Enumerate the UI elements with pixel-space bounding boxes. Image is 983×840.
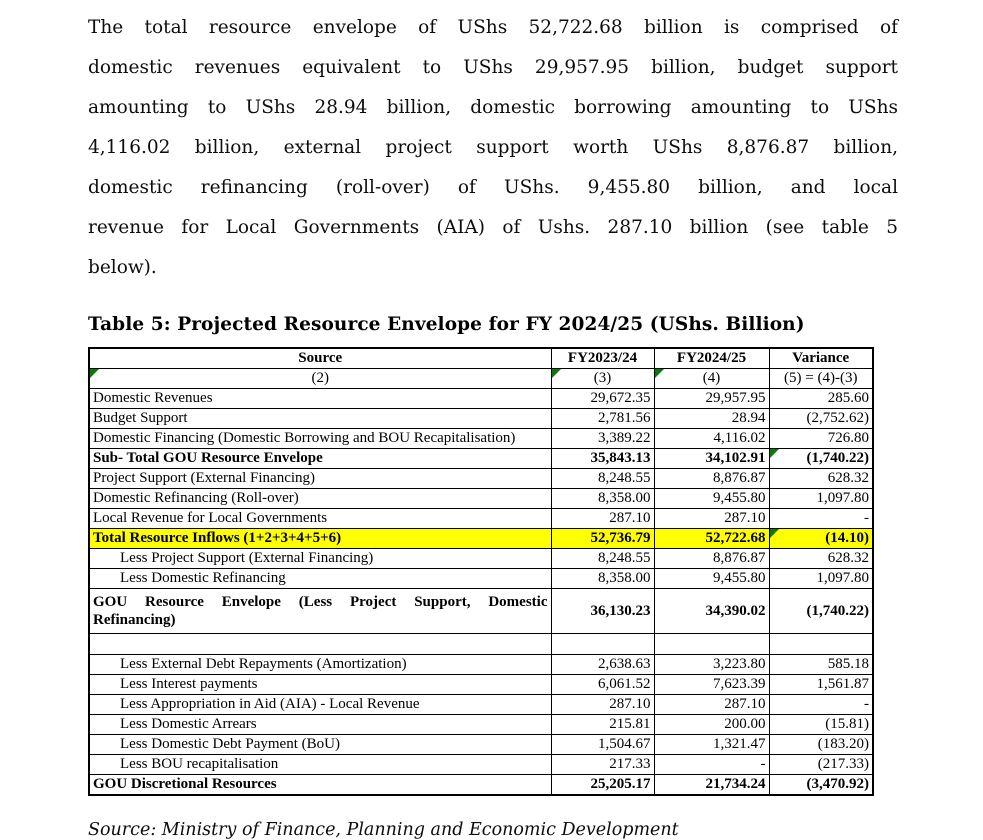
- cell-text: (14.10): [825, 530, 869, 546]
- paragraph-line: amounting to UShs 28.94 billion, domestic borrowing amounting to UShs: [88, 97, 898, 118]
- row-label-cell: [89, 755, 551, 775]
- cell-text: (1,740.22): [806, 450, 869, 466]
- fy2024-25-cell: [654, 509, 769, 529]
- cell-text: 36,130.23: [590, 602, 651, 619]
- row-label-cell: [89, 634, 551, 655]
- variance-cell: [769, 429, 873, 449]
- cell-text: 287.10: [724, 696, 766, 712]
- table-row: [89, 549, 873, 569]
- fy2023-24-cell: [551, 695, 654, 715]
- table-row: [89, 634, 873, 655]
- row-label-cell: [89, 389, 551, 409]
- cell-text: 29,672.35: [590, 390, 651, 406]
- cell-text: (217.33): [817, 756, 869, 772]
- fy2024-25-cell: [654, 675, 769, 695]
- cell-text: Budget Support: [93, 410, 188, 426]
- cell-text: 1,097.80: [816, 570, 869, 586]
- row-label-cell: [89, 675, 551, 695]
- cell-text: 8,876.87: [713, 470, 766, 486]
- comment-marker-icon: [770, 529, 779, 538]
- fy2023-24-cell: [551, 675, 654, 695]
- fy2024-25-cell: [654, 449, 769, 469]
- table-row: [89, 489, 873, 509]
- cell-text: 52,722.68: [705, 530, 766, 546]
- table-row: [89, 695, 873, 715]
- comment-marker-icon: [770, 449, 779, 458]
- fy2023-24-cell: [551, 634, 654, 655]
- table-row: [89, 755, 873, 775]
- fy2024-25-cell: [654, 489, 769, 509]
- comment-marker-icon: [552, 369, 561, 378]
- table-row: [89, 429, 873, 449]
- column-header-variance: Variance: [769, 348, 873, 369]
- cell-text: 6,061.52: [598, 676, 651, 692]
- table-row: [89, 449, 873, 469]
- cell-text: 585.18: [827, 656, 869, 672]
- variance-cell: [769, 529, 873, 549]
- cell-text: 628.32: [827, 550, 869, 566]
- cell-text: Domestic Revenues: [93, 390, 213, 406]
- fy2024-25-cell: [654, 755, 769, 775]
- table-row: [89, 529, 873, 549]
- cell-text: 726.80: [827, 430, 869, 446]
- row-label-cell: [89, 735, 551, 755]
- cell-text: Less Domestic Refinancing: [120, 570, 286, 586]
- intro-paragraph: [88, 8, 898, 288]
- table-row: [89, 509, 873, 529]
- column-header-fy2024-25: FY2024/25: [654, 348, 769, 369]
- fy2024-25-cell: [654, 389, 769, 409]
- fy2024-25-cell: [654, 469, 769, 489]
- variance-cell: [769, 449, 873, 469]
- cell-text: 25,205.17: [590, 776, 651, 792]
- cell-text: 2,638.63: [598, 656, 651, 672]
- cell-text: 28.94: [731, 410, 766, 426]
- cell-text: 1,561.87: [816, 676, 869, 692]
- cell-text: 1,321.47: [713, 736, 766, 752]
- paragraph-line: domestic refinancing (roll-over) of UShs. 9,455.80 billion, and local: [88, 177, 898, 198]
- paragraph-line: below).: [88, 257, 157, 278]
- cell-text: 8,358.00: [598, 490, 651, 506]
- variance-cell: [769, 489, 873, 509]
- variance-cell: [769, 409, 873, 429]
- table-row: [89, 469, 873, 489]
- fy2024-25-cell: [654, 429, 769, 449]
- cell-text: (4): [702, 370, 721, 386]
- cell-text: 628.32: [827, 470, 869, 486]
- resource-envelope-table: [88, 347, 874, 796]
- variance-cell: [769, 655, 873, 675]
- fy2023-24-cell: [551, 389, 654, 409]
- source-note: Source: Ministry of Finance, Planning and Economic Development: [88, 820, 679, 840]
- fy2023-24-cell: [551, 489, 654, 509]
- row-label-cell: [89, 775, 551, 796]
- row-label-cell: [89, 429, 551, 449]
- fy2023-24-cell: [551, 715, 654, 735]
- cell-text: Total Resource Inflows (1+2+3+4+5+6): [93, 530, 342, 546]
- cell-text: Less Domestic Arrears: [120, 716, 257, 732]
- comment-marker-icon: [655, 369, 664, 378]
- cell-text: -: [864, 510, 869, 526]
- fy2024-25-cell: [654, 655, 769, 675]
- cell-text: 200.00: [724, 716, 766, 732]
- cell-text: 7,623.39: [713, 676, 766, 692]
- variance-cell: [769, 675, 873, 695]
- cell-text: 287.10: [609, 696, 651, 712]
- cell-text: Less BOU recapitalisation: [120, 756, 279, 772]
- table-row: [89, 775, 873, 796]
- variance-cell: [769, 509, 873, 529]
- row-label-cell: [89, 409, 551, 429]
- cell-text: 29,957.95: [705, 390, 766, 406]
- column-header-source: Source: [89, 348, 551, 369]
- variance-cell: [769, 389, 873, 409]
- cell-text: Less Appropriation in Aid (AIA) - Local Revenue: [120, 696, 420, 712]
- comment-marker-icon: [90, 369, 99, 378]
- cell-text: 215.81: [609, 716, 651, 732]
- table-row: [89, 655, 873, 675]
- cell-text: (2): [311, 370, 329, 386]
- subheader-fy2024-25: [654, 369, 769, 389]
- cell-text: Domestic Refinancing (Roll-over): [93, 490, 299, 506]
- cell-text: 52,736.79: [590, 530, 651, 546]
- cell-text: Less External Debt Repayments (Amortization): [120, 656, 407, 672]
- row-label-cell: [89, 449, 551, 469]
- table-row: [89, 715, 873, 735]
- variance-cell: [769, 775, 873, 796]
- cell-text: GOU Resource Envelope (Less Project Support, Domestic Refinancing): [93, 594, 548, 628]
- cell-text: 9,455.80: [713, 570, 766, 586]
- fy2024-25-cell: [654, 549, 769, 569]
- cell-text: 1,504.67: [598, 736, 651, 752]
- cell-text: (1,740.22): [806, 602, 869, 619]
- fy2023-24-cell: [551, 735, 654, 755]
- fy2023-24-cell: [551, 529, 654, 549]
- paragraph-line: domestic revenues equivalent to UShs 29,957.95 billion, budget support: [88, 57, 898, 78]
- cell-text: Project Support (External Financing): [93, 470, 316, 486]
- cell-text: Less Project Support (External Financing): [120, 550, 374, 566]
- row-label-cell: [89, 529, 551, 549]
- cell-text: 21,734.24: [705, 776, 766, 792]
- cell-text: Less Domestic Debt Payment (BoU): [120, 736, 340, 752]
- paragraph-line: The total resource envelope of UShs 52,722.68 billion is comprised of: [88, 17, 898, 38]
- row-label-cell: [89, 489, 551, 509]
- fy2024-25-cell: [654, 569, 769, 589]
- table-row: [89, 675, 873, 695]
- fy2023-24-cell: [551, 755, 654, 775]
- cell-text: 217.33: [609, 756, 651, 772]
- cell-text: 285.60: [827, 390, 869, 406]
- cell-text: Domestic Financing (Domestic Borrowing and BOU Recapitalisation): [93, 430, 516, 446]
- fy2023-24-cell: [551, 655, 654, 675]
- variance-cell: [769, 569, 873, 589]
- fy2024-25-cell: [654, 589, 769, 634]
- fy2024-25-cell: [654, 695, 769, 715]
- cell-text: 4,116.02: [713, 430, 766, 446]
- fy2023-24-cell: [551, 589, 654, 634]
- column-header-fy2023-24: FY2023/24: [551, 348, 654, 369]
- cell-text: GOU Discretional Resources: [93, 776, 277, 792]
- variance-cell: [769, 755, 873, 775]
- variance-cell: [769, 695, 873, 715]
- cell-text: 287.10: [724, 510, 766, 526]
- paragraph-line: revenue for Local Governments (AIA) of Ushs. 287.10 billion (see table 5: [88, 217, 898, 238]
- cell-text: (2,752.62): [806, 410, 869, 426]
- fy2023-24-cell: [551, 569, 654, 589]
- subheader-source: [89, 369, 551, 389]
- fy2023-24-cell: [551, 449, 654, 469]
- fy2023-24-cell: [551, 469, 654, 489]
- row-label-cell: [89, 509, 551, 529]
- cell-text: (3): [593, 370, 612, 386]
- variance-cell: [769, 469, 873, 489]
- cell-text: 35,843.13: [590, 450, 651, 466]
- cell-text: 34,390.02: [705, 602, 766, 619]
- subheader-fy2023-24: [551, 369, 654, 389]
- variance-cell: [769, 589, 873, 634]
- table-row: [89, 389, 873, 409]
- subheader-variance: [769, 369, 873, 389]
- fy2023-24-cell: [551, 775, 654, 796]
- cell-text: (15.81): [825, 716, 869, 732]
- row-label-cell: [89, 695, 551, 715]
- table-header: [89, 348, 873, 389]
- cell-text: 3,389.22: [598, 430, 651, 446]
- fy2024-25-cell: [654, 715, 769, 735]
- cell-text: 8,876.87: [713, 550, 766, 566]
- row-label-cell: [89, 569, 551, 589]
- cell-text: 2,781.56: [598, 410, 651, 426]
- fy2024-25-cell: [654, 409, 769, 429]
- row-label-cell: [89, 469, 551, 489]
- table-row: [89, 735, 873, 755]
- fy2024-25-cell: [654, 529, 769, 549]
- cell-text: 9,455.80: [713, 490, 766, 506]
- paragraph-line: 4,116.02 billion, external project support worth UShs 8,876.87 billion,: [88, 137, 898, 158]
- row-label-cell: [89, 589, 551, 634]
- cell-text: 8,248.55: [598, 470, 651, 486]
- variance-cell: [769, 549, 873, 569]
- variance-cell: [769, 634, 873, 655]
- table-title: Table 5: Projected Resource Envelope for FY 2024/25 (UShs. Billion): [88, 314, 805, 335]
- table-body: [89, 389, 873, 796]
- cell-text: (5) = (4)-(3): [784, 370, 858, 386]
- cell-text: Less Interest payments: [120, 676, 258, 692]
- cell-text: -: [760, 756, 766, 772]
- cell-text: 34,102.91: [705, 450, 766, 466]
- fy2023-24-cell: [551, 549, 654, 569]
- variance-cell: [769, 715, 873, 735]
- fy2023-24-cell: [551, 409, 654, 429]
- row-label-cell: [89, 715, 551, 735]
- cell-text: 8,358.00: [598, 570, 651, 586]
- table-row: [89, 589, 873, 634]
- header-row: [89, 348, 873, 369]
- cell-text: (3,470.92): [806, 776, 869, 792]
- cell-text: (183.20): [817, 736, 869, 752]
- cell-text: 3,223.80: [713, 656, 766, 672]
- cell-text: Local Revenue for Local Governments: [93, 510, 328, 526]
- cell-text: 1,097.80: [816, 490, 869, 506]
- cell-text: 287.10: [609, 510, 651, 526]
- fy2024-25-cell: [654, 775, 769, 796]
- subheader-row: [89, 369, 873, 389]
- cell-text: 8,248.55: [598, 550, 651, 566]
- cell-text: -: [864, 696, 869, 712]
- variance-cell: [769, 735, 873, 755]
- fy2023-24-cell: [551, 429, 654, 449]
- fy2024-25-cell: [654, 735, 769, 755]
- row-label-cell: [89, 549, 551, 569]
- fy2023-24-cell: [551, 509, 654, 529]
- row-label-cell: [89, 655, 551, 675]
- cell-text: Sub- Total GOU Resource Envelope: [93, 450, 323, 466]
- table-row: [89, 569, 873, 589]
- fy2024-25-cell: [654, 634, 769, 655]
- table-row: [89, 409, 873, 429]
